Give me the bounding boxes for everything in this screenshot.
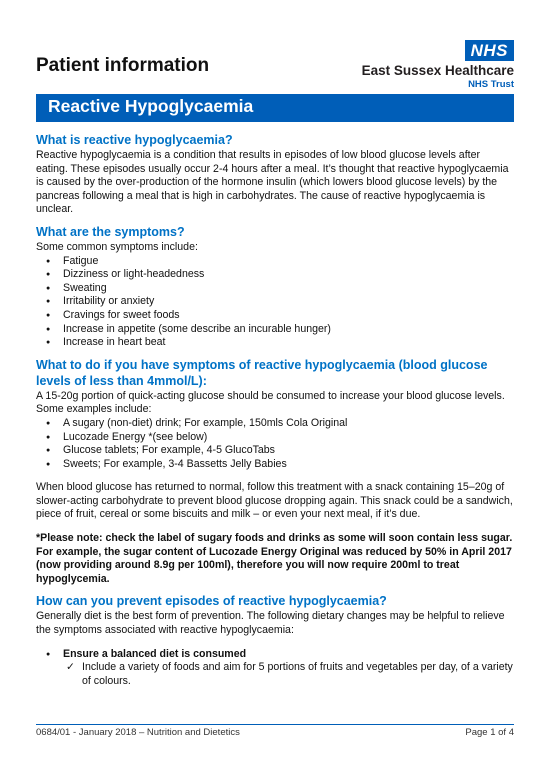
footer-divider	[36, 724, 514, 725]
section-heading: How can you prevent episodes of reactive hypoglycaemia?	[36, 594, 387, 609]
glucose-examples-list	[36, 417, 514, 471]
list-item: ● Irritability or anxiety	[36, 295, 514, 309]
section-body: Reactive hypoglycaemia is a condition that results in episodes of low blood glucose levels after eating. These episodes usually occur 2-4 hours after a meal. It’s thought that reactive hypoglycaemia is caused by the over-production of the hormone insulin (which lowers blood glucose levels) by the pancreas following a meal that is high in carbohydrates. The cause of reactive hypoglycaemia is unclear.	[36, 149, 509, 216]
section-body: When blood glucose has returned to normal, follow this treatment with a snack containing 15–20g of slower-acting carbohydrate to prevent blood glucose dropping again. This snack could be a sandwich, piece of fruit, cereal or some biscuits and milk – or even your next meal, if it’s due.	[36, 481, 513, 521]
lucozade-note: *Please note: check the label of sugary foods and drinks as some will soon contain less sugar. For example, the sugar content of Lucozade Energy Original was reduced by 50% in April 2017 (now providing around 8.9g per 100ml), therefore you will now require 200ml to treat hypoglycemia.	[36, 532, 513, 585]
list-item: ● Glucose tablets; For example, 4-5 GlucoTabs	[36, 444, 514, 458]
nhs-logo-icon: NHS	[465, 40, 514, 61]
section-heading: What is reactive hypoglycaemia?	[36, 133, 233, 147]
org-name: East Sussex Healthcare	[361, 63, 514, 78]
prevention-list	[36, 648, 514, 662]
list-item: ● Sweating	[36, 282, 514, 296]
section-what-to-do	[36, 357, 514, 587]
list-item: ● Increase in heart beat	[36, 336, 514, 350]
checklist-item: ✓ Include a variety of foods and aim for 5 portions of fruits and vegetables per day, of a variety of colours.	[36, 661, 514, 688]
section-intro: Some common symptoms include:	[36, 240, 198, 253]
list-item: ● Sweets; For example, 3-4 Bassetts Jelly Babies	[36, 458, 514, 472]
title-banner	[36, 94, 514, 122]
section-heading: What to do if you have symptoms of reactive hypoglycaemia (blood glucose levels of less than 4mmol/L):	[36, 357, 488, 388]
section-prevent	[36, 593, 514, 688]
symptom-list	[36, 255, 514, 350]
page-number: Page 1 of 4	[465, 727, 514, 738]
section-what-is	[36, 132, 514, 217]
list-item: ● Dizziness or light-headedness	[36, 268, 514, 282]
list-item: ● Lucozade Energy *(see below)	[36, 431, 514, 445]
section-symptoms	[36, 224, 514, 350]
list-item: ● Cravings for sweet foods	[36, 309, 514, 323]
section-heading: What are the symptoms?	[36, 224, 185, 239]
page-title: Patient information	[36, 55, 210, 76]
footer-reference: 0684/01 - January 2018 – Nutrition and Dietetics	[36, 727, 240, 738]
org-trust: NHS Trust	[468, 79, 514, 90]
list-item: ● Fatigue	[36, 255, 514, 269]
list-item: ● Increase in appetite (some describe an incurable hunger)	[36, 323, 514, 337]
prevention-sublist	[36, 661, 514, 688]
nhs-logo-block	[362, 40, 514, 90]
section-intro: Generally diet is the best form of prevention. The following dietary changes may be helpful to relieve the symptoms associated with reactive hypoglycaemia:	[36, 610, 505, 637]
section-intro: A 15-20g portion of quick-acting glucose should be consumed to increase your blood glucose levels. Some examples include:	[36, 389, 505, 416]
banner-title: Reactive Hypoglycaemia	[48, 96, 254, 116]
list-item: ● A sugary (non-diet) drink; For example, 150mls Cola Original	[36, 417, 514, 431]
document-content	[36, 132, 514, 695]
list-item: ● Ensure a balanced diet is consumed	[36, 648, 514, 662]
